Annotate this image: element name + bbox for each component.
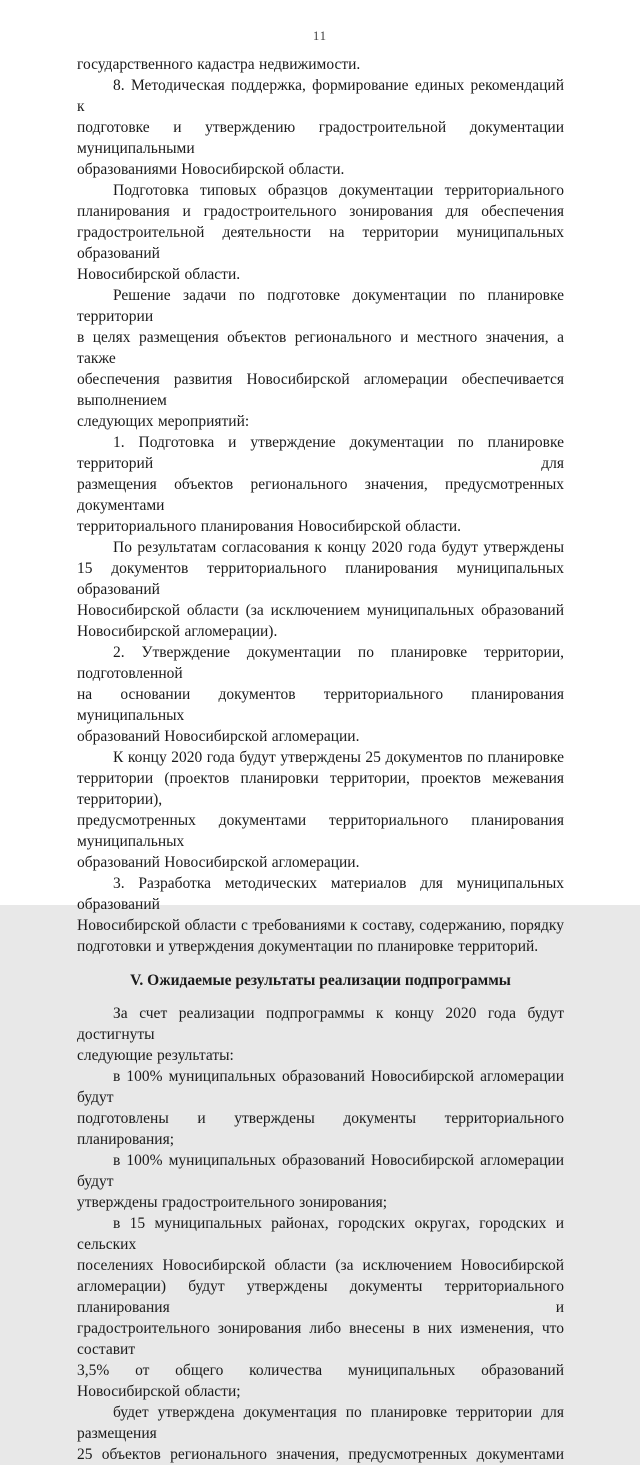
text-line: следующие результаты: [77, 1047, 234, 1064]
paragraph [77, 285, 564, 432]
text-line: Новосибирской области с требованиями к составу, содержанию, порядку [77, 917, 564, 934]
text-line: утверждены градостроительного зонирования; [77, 1194, 388, 1211]
text-line: подготовки и утверждения документации по планировке территорий. [77, 938, 539, 955]
text-line: следующих мероприятий: [77, 413, 250, 430]
paragraph [77, 747, 564, 873]
text-line: По результатам согласования к концу 2020 года будут утверждены [113, 539, 564, 556]
text-line: в 100% муниципальных образований Новосибирской агломерации будут [77, 1068, 564, 1106]
text-line: Подготовка типовых образцов документации территориального [113, 182, 564, 199]
text-line: градостроительной деятельности на территории муниципальных образований [77, 224, 564, 262]
text-line: подготовлены и утверждены документы территориального планирования; [77, 1110, 564, 1148]
text-line: 25 объектов регионального значения, предусмотренных документами [77, 1446, 564, 1463]
paragraph [77, 537, 564, 642]
text-line: в 100% муниципальных образований Новосибирской агломерации будут [77, 1152, 564, 1190]
text-line: 1. Подготовка и утверждение документации по планировке территорий для [77, 434, 564, 472]
text-line: 3. Разработка методических материалов для муниципальных образований [77, 875, 564, 913]
text-line: будет утверждена документация по планировке территории для размещения [77, 1404, 564, 1442]
text-line: 2. Утверждение документации по планировке территории, подготовленной [77, 644, 564, 682]
paragraph [77, 1003, 564, 1066]
text-line: предусмотренных документами территориального планирования муниципальных [77, 812, 564, 850]
text-line: К концу 2020 года будут утверждены 25 документов по планировке [113, 749, 564, 766]
paragraph [77, 54, 564, 75]
page-number: 11 [312, 29, 328, 43]
text-line: образований Новосибирской агломерации. [77, 728, 360, 745]
paragraph [77, 873, 564, 957]
text-line: территориального планирования Новосибирской области. [77, 518, 461, 535]
paragraph [77, 180, 564, 285]
text-line: территории (проектов планировки территории, проектов межевания территории), [77, 770, 564, 808]
text-line: 8. Методическая поддержка, формирование единых рекомендаций к [77, 77, 564, 115]
text-line: градостроительного зонирования либо внесены в них изменения, что составит [77, 1320, 564, 1358]
text-line: государственного кадастра недвижимости. [77, 56, 361, 73]
document-content [77, 54, 564, 1465]
paragraph [77, 1150, 564, 1213]
paragraph [77, 75, 564, 180]
text-line: образований Новосибирской агломерации. [77, 854, 360, 871]
section-heading: V. Ожидаемые результаты реализации подпрограммы [130, 972, 511, 989]
paragraph [77, 432, 564, 537]
text-line: агломерации) будут утверждены документы территориального планирования и [77, 1278, 564, 1316]
paragraph [77, 642, 564, 747]
text-line: в 15 муниципальных районах, городских округах, городских и сельских [77, 1215, 564, 1253]
text-line: в целях размещения объектов регионального и местного значения, а также [77, 329, 564, 367]
text-line: За счет реализации подпрограммы к концу 2020 года будут достигнуты [77, 1005, 564, 1043]
text-line: на основании документов территориального планирования муниципальных [77, 686, 564, 724]
text-line: Новосибирской агломерации). [77, 623, 278, 640]
text-line: Новосибирской области (за исключением муниципальных образований [77, 602, 564, 619]
paragraph [77, 1402, 564, 1465]
text-line: планирования и градостроительного зонирования для обеспечения [77, 203, 564, 220]
paragraph [77, 1066, 564, 1150]
text-line: образованиями Новосибирской области. [77, 161, 345, 178]
text-line: обеспечения развития Новосибирской агломерации обеспечивается выполнением [77, 371, 564, 409]
text-line: поселениях Новосибирской области (за исключением Новосибирской [77, 1257, 564, 1274]
text-line: 3,5% от общего количества муниципальных образований Новосибирской области; [77, 1362, 564, 1400]
text-line: подготовке и утверждению градостроительной документации муниципальными [77, 119, 564, 157]
text-line: Новосибирской области. [77, 266, 241, 283]
paragraph [77, 1213, 564, 1402]
text-line: Решение задачи по подготовке документации по планировке территории [77, 287, 564, 325]
text-line: размещения объектов регионального значения, предусмотренных документами [77, 476, 564, 514]
text-line: 15 документов территориального планирования муниципальных образований [77, 560, 564, 598]
